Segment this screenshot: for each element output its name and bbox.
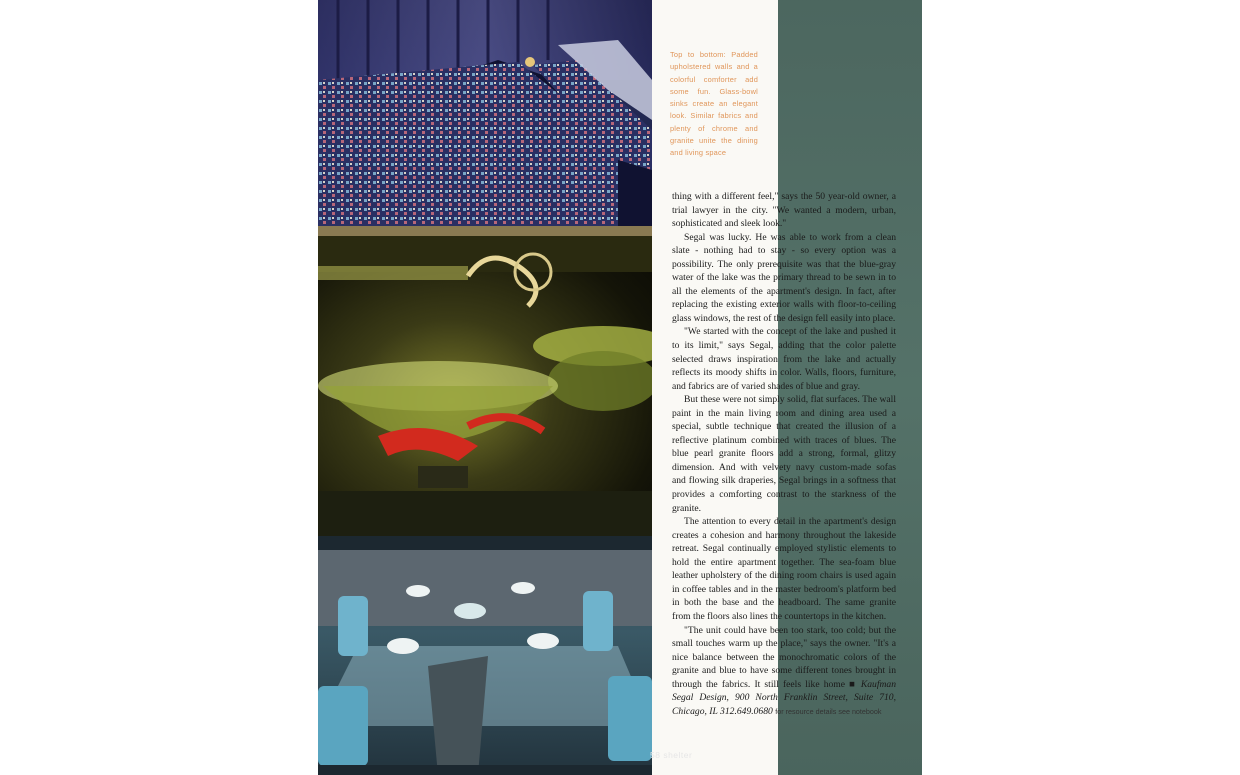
photo-caption: Top to bottom: Padded upholstered walls and a colorful comforter add some fun. Glass-bowl sinks create an elegant look. Similar fabrics and plenty of chrome and granite unite the dining and living space bbox=[670, 50, 758, 158]
paragraph: thing with a different feel," says the 50 year-old owner, a trial lawyer in the city. "We wanted a modern, urban, sophisticated and sleek look." bbox=[672, 191, 896, 230]
end-mark: ■ bbox=[849, 678, 857, 690]
paragraph: "We started with the concept of the lake and pushed it to its limit," says Segal, adding that the color palette selected draws inspiration from the lake and actually reflects its moody shifts in color. Walls, floors, furniture, and fabrics are of varied shades of blue and gray. bbox=[672, 326, 896, 392]
paragraph: But these were not simply solid, flat surfaces. The wall paint in the main living room and dining area used a special, subtle technique that created the illusion of a reflective platinum combined with traces of blues. The blue pearl granite floors add a strong, formal, glitzy dimension. And with velvety navy custom-made sofas and flowing silk draperies, Segal brings in a softness that provides a comforting contrast to the starkness of the granite. bbox=[672, 394, 896, 514]
dining-room-photo bbox=[318, 536, 652, 775]
bedroom-illustration bbox=[318, 0, 652, 236]
paragraph-text: "The unit could have been too stark, too cold; but the small touches warm up the place," says the owner. "It's a nice balance between the monochromatic colors of the granite and blue to have some different tones brought in through the fabrics. It still feels like home bbox=[672, 624, 896, 690]
paragraph: The attention to every detail in the apartment's design creates a cohesion and harmony throughout the lakeside retreat. Segal continually employed stylistic elements to hold the entire apartment together. The sea-foam blue leather upholstery of the dining room chairs is used again in coffee tables and in the master bedroom's platform bed in both the base and the headboard. The same granite from the floors also lines the countertops in the kitchen. bbox=[672, 516, 896, 622]
page-folio: 58 shelter bbox=[650, 750, 693, 760]
resource-note: for resource details see notebook bbox=[775, 706, 882, 716]
bedroom-photo bbox=[318, 0, 652, 236]
paragraph-final bbox=[672, 624, 896, 719]
article-body bbox=[672, 190, 896, 718]
sink-illustration bbox=[318, 236, 652, 536]
design-credit: Kaufman Segal Design, 900 North Franklin Street, Suite 710, Chicago, IL 312.649.0680 bbox=[672, 678, 897, 717]
glass-sink-photo bbox=[318, 236, 652, 536]
magazine-page bbox=[318, 0, 922, 775]
dining-illustration bbox=[318, 536, 652, 775]
paragraph: Segal was lucky. He was able to work from a clean slate - nothing had to stay - so every option was a possibility. The only prerequisite was that the blue-gray water of the lake was the primary thread to be sewn in to all the elements of the apartment's design. In fact, after replacing the existing exterior walls with floor-to-ceiling glass windows, the rest of the design fell easily into place. bbox=[672, 231, 896, 324]
